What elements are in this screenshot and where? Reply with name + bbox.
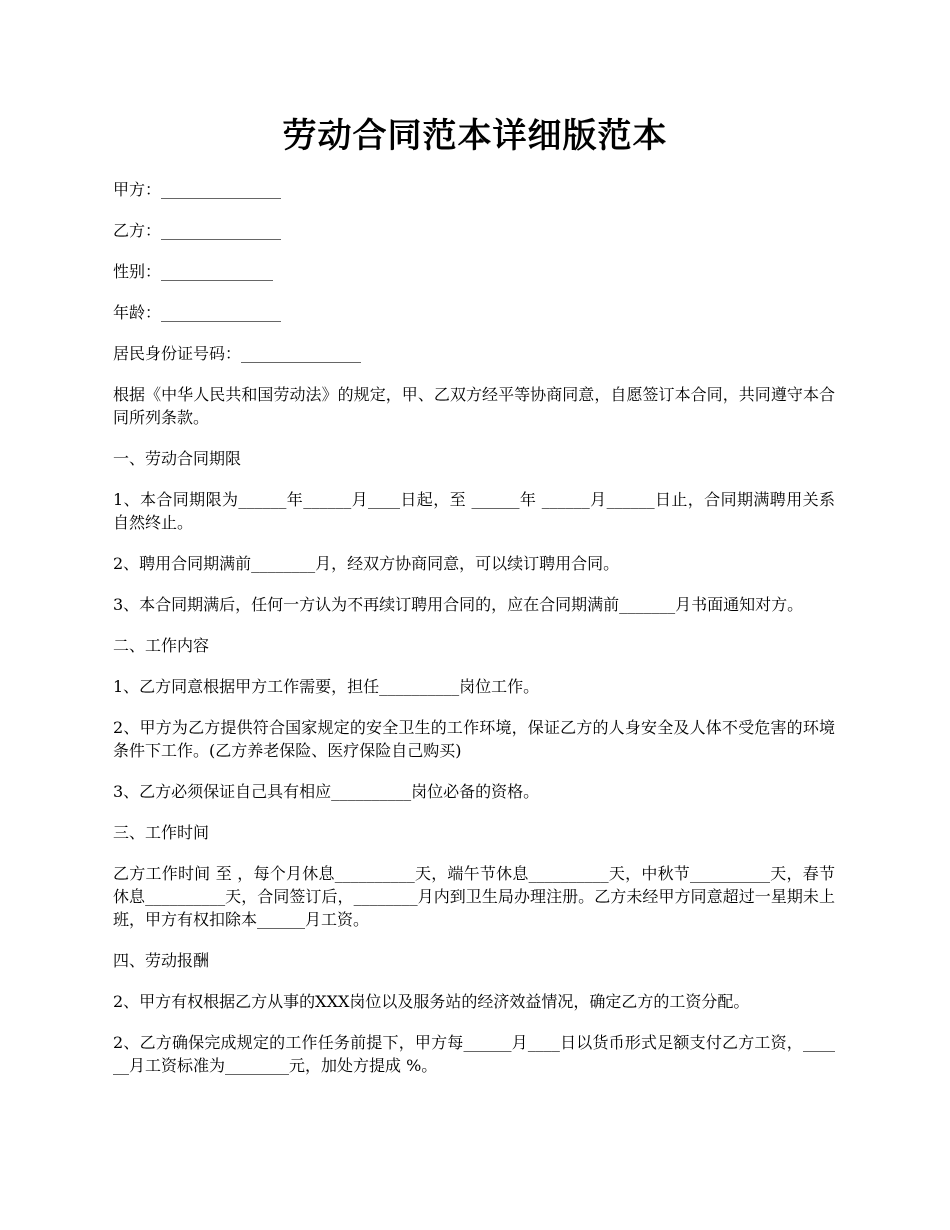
document-title: 劳动合同范本详细版范本 bbox=[282, 116, 668, 156]
gender-field: 性别：______________ bbox=[113, 262, 274, 281]
section-paragraph: 3、乙方必须保证自己具有相应__________岗位必备的资格。 bbox=[113, 782, 540, 801]
section-paragraph: 2、甲方有权根据乙方从事的XXX岗位以及服务站的经济效益情况，确定乙方的工资分配。 bbox=[113, 992, 750, 1011]
section-paragraph: 2、乙方确保完成规定的工作任务前提下，甲方每______月____日以货币形式足额支付乙方工资，______月工资标准为________元，加处方提成 %。 bbox=[113, 1033, 835, 1075]
party-b-field: 乙方：_______________ bbox=[113, 221, 282, 240]
section-heading: 二、工作内容 bbox=[113, 636, 210, 655]
party-a-field: 甲方：_______________ bbox=[113, 180, 282, 199]
id-number-field: 居民身份证号码：_______________ bbox=[113, 344, 362, 363]
section-paragraph: 2、聘用合同期满前________月，经双方协商同意，可以续订聘用合同。 bbox=[113, 554, 620, 573]
age-field: 年龄：_______________ bbox=[113, 303, 282, 322]
section-paragraph: 1、本合同期限为______年______月____日起，至 ______年 ______月______日止，合同期满聘用关系自然终止。 bbox=[113, 490, 835, 532]
section-heading: 三、工作时间 bbox=[113, 823, 210, 842]
section-heading: 四、劳动报酬 bbox=[113, 951, 210, 970]
section-heading: 一、劳动合同期限 bbox=[113, 449, 242, 468]
section-paragraph: 2、甲方为乙方提供符合国家规定的安全卫生的工作环境，保证乙方的人身安全及人体不受危害的环境条件下工作。(乙方养老保险、医疗保险自己购买) bbox=[113, 718, 835, 760]
intro-paragraph: 根据《中华人民共和国劳动法》的规定，甲、乙双方经平等协商同意，自愿签订本合同，共同遵守本合同所列条款。 bbox=[113, 385, 835, 427]
section-paragraph: 3、本合同期满后，任何一方认为不再续订聘用合同的，应在合同期满前_______月书面通知对方。 bbox=[113, 595, 804, 614]
section-paragraph: 1、乙方同意根据甲方工作需要，担任__________岗位工作。 bbox=[113, 677, 540, 696]
document-body bbox=[113, 178, 835, 1095]
section-paragraph: 乙方工作时间 至 ，每个月休息__________天，端午节休息__________天，中秋节__________天，春节休息__________天，合同签订后，________月内到卫生局办理注册。乙方未经甲方同意超过一星期未上班，甲方有权扣除本______月工资。 bbox=[113, 864, 835, 929]
